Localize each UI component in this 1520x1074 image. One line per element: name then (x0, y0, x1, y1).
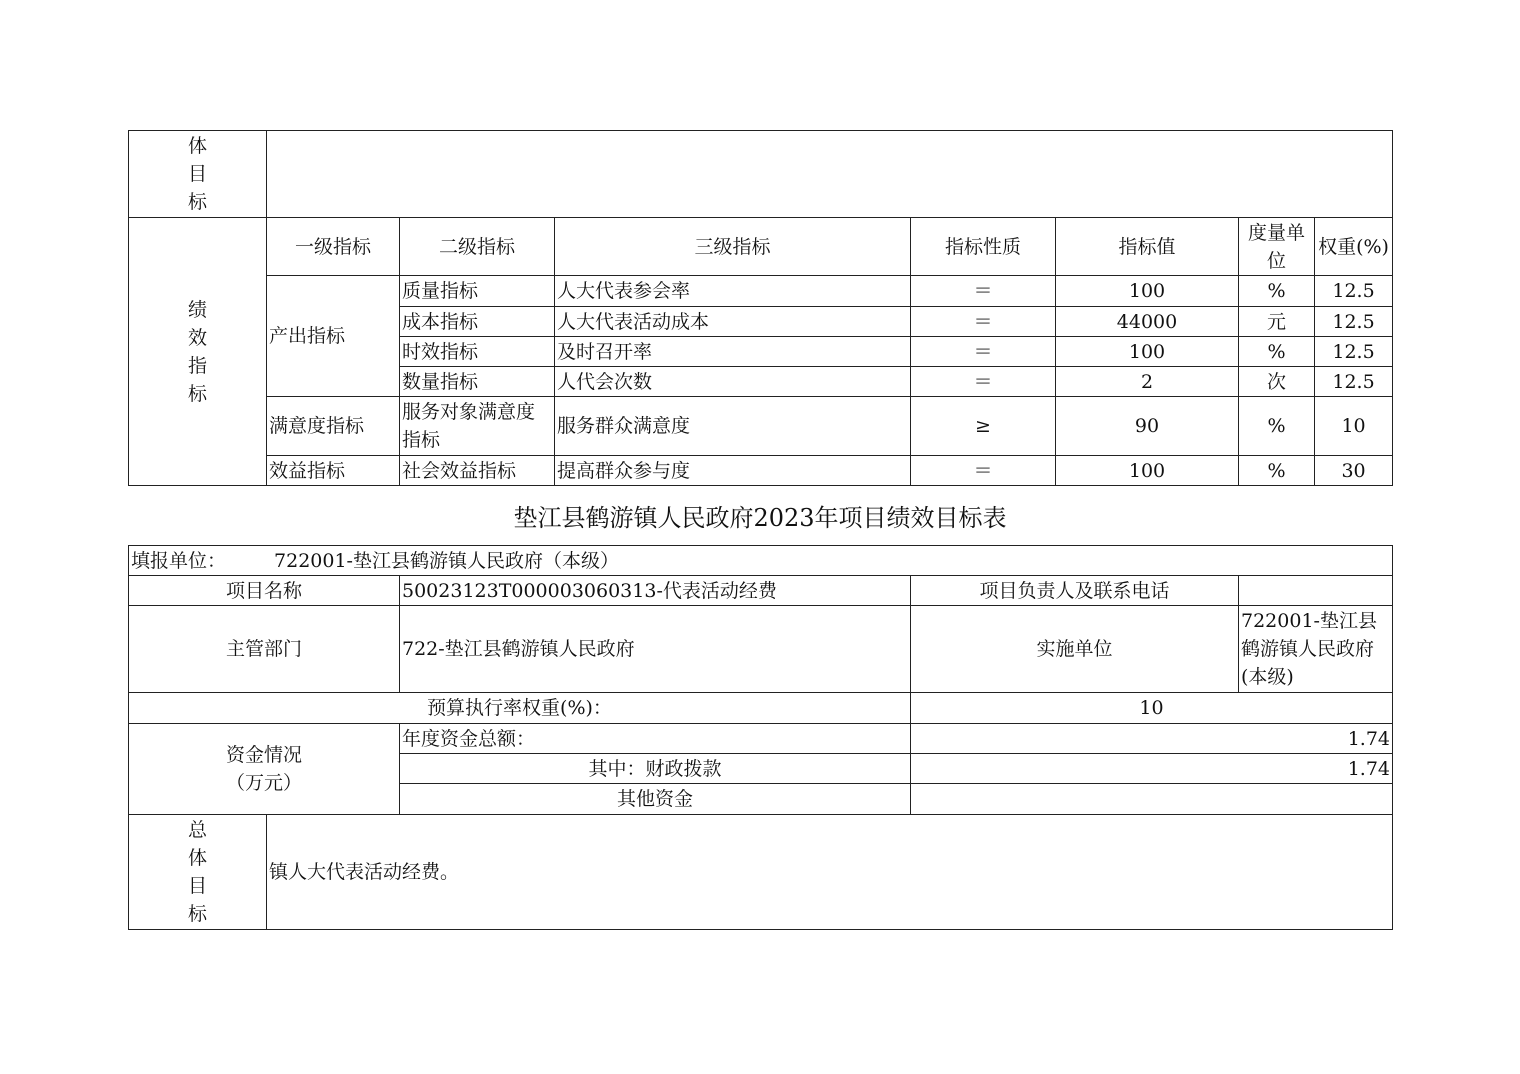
contact-value (1239, 576, 1393, 606)
fiscal-value: 1.74 (911, 754, 1393, 784)
page-title: 垫江县鹤游镇人民政府2023年项目绩效目标表 (513, 504, 1007, 532)
header-level2: 二级指标 (400, 218, 555, 276)
cell-nature: ＝ (911, 456, 1056, 486)
cell-weight: 10 (1315, 397, 1393, 456)
cell-level2: 服务对象满意度指标 (400, 397, 555, 456)
cell-unit: 元 (1239, 307, 1315, 337)
cell-weight: 30 (1315, 456, 1393, 486)
header-unit: 度量单位 (1239, 218, 1315, 276)
cell-level3: 提高群众参与度 (555, 456, 911, 486)
other-funds-label: 其他资金 (400, 784, 911, 815)
cell-weight: 12.5 (1315, 367, 1393, 397)
cell-nature: ＝ (911, 337, 1056, 367)
cell-level2: 数量指标 (400, 367, 555, 397)
header-nature: 指标性质 (911, 218, 1056, 276)
project-name-value: 50023123T000003060313-代表活动经费 (400, 576, 911, 606)
cell-level3: 服务群众满意度 (555, 397, 911, 456)
cell-weight: 12.5 (1315, 276, 1393, 307)
cell-value: 100 (1056, 456, 1239, 486)
filler-unit-value: 722001-垫江县鹤游镇人民政府（本级） (274, 549, 619, 572)
cell-unit: % (1239, 397, 1315, 456)
cell-unit: % (1239, 276, 1315, 307)
cell-level3: 人大代表参会率 (555, 276, 911, 307)
annual-total-label: 年度资金总额： (400, 724, 911, 754)
cell-level3: 人代会次数 (555, 367, 911, 397)
cell-level2: 成本指标 (400, 307, 555, 337)
dept-value: 722-垫江县鹤游镇人民政府 (400, 606, 911, 693)
filler-unit-row (129, 546, 1393, 576)
group-output: 产出指标 (267, 276, 400, 397)
cell-level2: 质量指标 (400, 276, 555, 307)
cell-unit: % (1239, 456, 1315, 486)
cell-nature: ＝ (911, 367, 1056, 397)
cell-value: 100 (1056, 337, 1239, 367)
filler-unit-label: 填报单位： (131, 549, 227, 572)
header-level3: 三级指标 (555, 218, 911, 276)
table-row (129, 397, 1393, 456)
header-value: 指标值 (1056, 218, 1239, 276)
cell-weight: 12.5 (1315, 307, 1393, 337)
project-name-label: 项目名称 (129, 576, 400, 606)
cell-level2: 时效指标 (400, 337, 555, 367)
cell-level3: 及时召开率 (555, 337, 911, 367)
table-row (129, 276, 1393, 307)
cell-value: 44000 (1056, 307, 1239, 337)
cell-unit: 次 (1239, 367, 1315, 397)
cell-nature: ≥ (911, 397, 1056, 456)
cell-weight: 12.5 (1315, 337, 1393, 367)
overall-goal-label: 总 体 目 标 (129, 815, 267, 930)
performance-indicator-table (128, 130, 1393, 486)
group-benefit: 效益指标 (267, 456, 400, 486)
contact-label: 项目负责人及联系电话 (911, 576, 1239, 606)
dept-label: 主管部门 (129, 606, 400, 693)
impl-value: 722001-垫江县鹤游镇人民政府(本级) (1239, 606, 1393, 693)
budget-rate-value: 10 (911, 693, 1393, 724)
cell-level2: 社会效益指标 (400, 456, 555, 486)
header-weight: 权重(%) (1315, 218, 1393, 276)
table-row (129, 456, 1393, 486)
performance-indicator-label: 绩 效 指 标 (129, 218, 267, 486)
fiscal-label: 其中：财政拨款 (400, 754, 911, 784)
funds-label: 资金情况 （万元） (129, 724, 400, 815)
budget-rate-label: 预算执行率权重(%)： (129, 693, 911, 724)
impl-label: 实施单位 (911, 606, 1239, 693)
other-funds-value (911, 784, 1393, 815)
cell-nature: ＝ (911, 307, 1056, 337)
cell-unit: % (1239, 337, 1315, 367)
cell-value: 2 (1056, 367, 1239, 397)
annual-total-value: 1.74 (911, 724, 1393, 754)
cell-value: 90 (1056, 397, 1239, 456)
cell-nature: ＝ (911, 276, 1056, 307)
overall-goal-text: 镇人大代表活动经费。 (267, 815, 1393, 930)
cell-level3: 人大代表活动成本 (555, 307, 911, 337)
group-satisfaction: 满意度指标 (267, 397, 400, 456)
header-level1: 一级指标 (267, 218, 400, 276)
project-info-table (128, 545, 1393, 930)
overall-goal-text (267, 131, 1393, 218)
overall-goal-label: 体 目 标 (129, 131, 267, 218)
cell-value: 100 (1056, 276, 1239, 307)
